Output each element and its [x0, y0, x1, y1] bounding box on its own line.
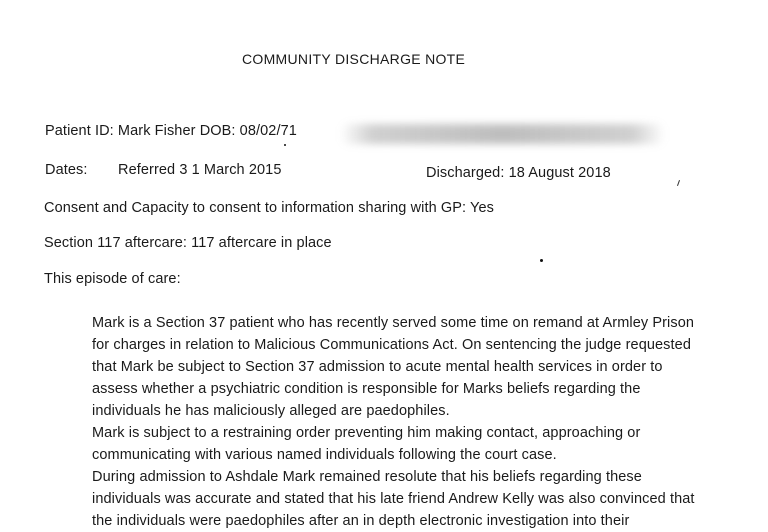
redacted-details: [340, 124, 665, 144]
discharged-date: Discharged: 18 August 2018: [426, 165, 611, 181]
paragraph-line: individuals he has maliciously alleged are paedophiles.: [92, 403, 450, 419]
scan-speck: [540, 259, 543, 262]
episode-heading: This episode of care:: [44, 271, 181, 287]
paragraph-line: individuals was accurate and stated that his late friend Andrew Kelly was also convinced that: [92, 491, 695, 507]
scan-speck: [284, 144, 286, 146]
paragraph-line: for charges in relation to Malicious Communications Act. On sentencing the judge requested: [92, 337, 691, 353]
consent-line: Consent and Capacity to consent to information sharing with GP: Yes: [44, 200, 495, 216]
paragraph-line: that Mark be subject to Section 37 admission to acute mental health services in order to: [92, 359, 663, 375]
paragraph-line: the individuals were paedophiles after an in depth electronic investigation into their: [92, 513, 630, 529]
paragraph-line: During admission to Ashdale Mark remained resolute that his beliefs regarding these: [92, 469, 642, 485]
section-117-line: Section 117 aftercare: 117 aftercare in place: [44, 235, 332, 251]
paragraph-line: assess whether a psychiatric condition is responsible for Marks beliefs regarding the: [92, 381, 641, 397]
referred-date: Referred 3 1 March 2015: [118, 162, 282, 178]
paragraph-line: Mark is subject to a restraining order preventing him making contact, approaching or: [92, 425, 641, 441]
dates-label: Dates:: [45, 162, 88, 178]
scan-mark: [677, 180, 680, 186]
patient-id-line: Patient ID: Mark Fisher DOB: 08/02/71: [45, 123, 297, 139]
document-title: COMMUNITY DISCHARGE NOTE: [242, 51, 466, 67]
paragraph-line: communicating with various named individuals following the court case.: [92, 447, 557, 463]
paragraph-line: Mark is a Section 37 patient who has recently served some time on remand at Armley Prison: [92, 315, 695, 331]
